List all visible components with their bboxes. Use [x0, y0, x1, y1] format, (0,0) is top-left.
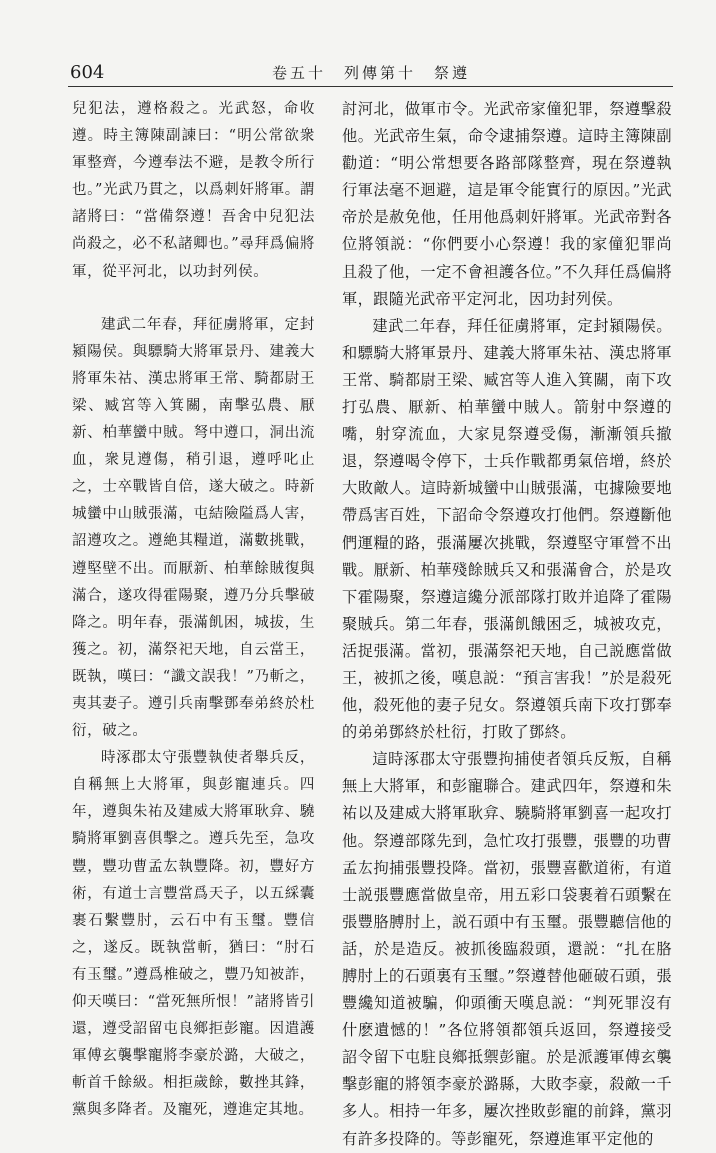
classical-text-column — [72, 96, 315, 1124]
classical-paragraph: 時涿郡太守張豐執使者舉兵反，自稱無上大將軍，與彭寵連兵。四年，遵與朱祐及建威大將軍耿弇、驍騎將軍劉喜俱擊之。遵兵先至，急攻豐，豐功曹孟厷執豐降。初，豐好方術，有道士言豐當爲天子，以五綵囊裹石繫豐肘，云石中有玉璽。豐信之，遂反。既執當斬，猶曰：“肘石有玉璽。”遵爲椎破之，豐乃知被詐，仰天嘆曰：“當死無所恨！”諸將皆引還，遵受詔留屯良鄉拒彭寵。因遣護軍傅玄襲擊寵將李豪於潞，大破之，斬首千餘級。相拒歲餘，數挫其鋒，黨與多降者。及寵死，遵進定其地。 — [72, 750, 315, 1119]
page-number: 604 — [70, 62, 105, 83]
translation-paragraph: 建武二年春，拜任征虜將軍，定封潁陽侯。和驃騎大將軍景丹、建義大將軍朱祜、漢忠將軍王常、騎都尉王梁、臧宮等人進入箕關，南下攻打弘農、厭新、柏華蠻中賊人。箭射中祭遵的嘴，射穿流血，大家見祭遵受傷，漸漸領兵撤退，祭遵喝令停下，士兵作戰都勇氣倍增，終於大敗敵人。這時新城蠻中山賊張滿，屯據險要地帶爲害百姓，下詔命令祭遵攻打他們。祭遵斷他們運糧的路，張滿屢次挑戰，祭遵堅守軍營不出戰。厭新、柏華殘餘賊兵又和張滿會合，於是攻下霍陽聚，祭遵這纔分派部隊打敗并追降了霍陽聚賊兵。第二年春，張滿飢餓困乏，城被攻克，活捉張滿。當初，張滿祭祀天地，自己説應當做王，被抓之後，嘆息説：“預言害我！”於是殺死他，殺死他的妻子兒女。祭遵領兵南下攻打鄧奉的弟弟鄧終於杜衍，打敗了鄧終。 — [342, 316, 672, 742]
paragraph-gap — [72, 286, 315, 312]
header-rule — [68, 86, 673, 87]
classical-paragraph: 兒犯法，遵格殺之。光武怒，命收遵。時主簿陳副諫曰：“明公常欲衆軍整齊，今遵奉法不避，是教令所行也。”光武乃貫之，以爲刺奸將軍。謂諸將曰：“當備祭遵！吾舍中兒犯法尚殺之，必不私諸卿也。”尋拜爲偏將軍，從平河北，以功封列侯。 — [72, 101, 315, 280]
classical-paragraph: 建武二年春，拜征虜將軍，定封潁陽侯。與驃騎大將軍景丹、建義大將軍朱祜、漢忠將軍王常、騎都尉王梁、臧宮等入箕關，南擊弘農、厭新、柏華蠻中賊。弩中遵口，洞出流血，衆見遵傷，稍引退，遵呼叱止之，士卒戰皆自倍，遂大破之。時新城蠻中山賊張滿，屯結險隘爲人害，詔遵攻之。遵絶其糧道，滿數挑戰，遵堅壁不出。而厭新、柏華餘賊復與滿合，遂攻得霍陽聚，遵乃分兵擊破降之。明年春，張滿飢困，城拔，生獲之。初，滿祭祀天地，自云當王，既執，嘆曰：“讖文誤我！”乃斬之，夷其妻子。遵引兵南擊鄧奉弟終於杜衍，破之。 — [72, 316, 315, 740]
translation-paragraph: 這時涿郡太守張豐拘捕使者領兵反叛，自稱無上大將軍，和彭寵聯合。建武四年，祭遵和朱祐以及建威大將軍耿弇、驍騎將軍劉喜一起攻打他。祭遵部隊先到，急忙攻打張豐，張豐的功曹孟厷拘捕張豐投降。當初，張豐喜歡道術，有道士説張豐應當做皇帝，用五彩口袋裹着石頭繫在張豐胳膊肘上，説石頭中有玉璽。張豐聽信他的話，於是造反。被抓後臨殺頭，還説：“扎在胳膊肘上的石頭裏有玉璽。”祭遵替他砸破石頭，張豐纔知道被騙，仰頭衝天嘆息説：“判死罪沒有什麽遺憾的！”各位將領都領兵返回，祭遵接受詔令留下屯駐良鄉抵禦彭寵。於是派護軍傅玄襲擊彭寵的將領李豪於潞縣，大敗李豪，殺敵一千多人。相持一年多，屢次挫敗彭寵的前鋒，黨羽有許多投降的。等彭寵死，祭遵進軍平定他的 — [342, 750, 672, 1148]
translation-text-column — [342, 96, 672, 1153]
translation-paragraph: 討河北，做軍市令。光武帝家僮犯罪，祭遵擊殺他。光武帝生氣，命令逮捕祭遵。這時主簿陳副勸道：“明公常想要各路部隊整齊，現在祭遵執行軍法毫不迴避，這是軍令能實行的原因。”光武帝於是赦免他，任用他爲刺奸將軍。光武帝對各位將領説：“你們要小心祭遵！我的家僮犯罪尚且殺了他，一定不會袒護各位。”不久拜任爲偏將軍，跟隨光武帝平定河北，因功封列侯。 — [342, 100, 672, 308]
running-head: 卷五十 列傳第十 祭遵 — [272, 64, 471, 82]
page-header — [0, 0, 716, 90]
